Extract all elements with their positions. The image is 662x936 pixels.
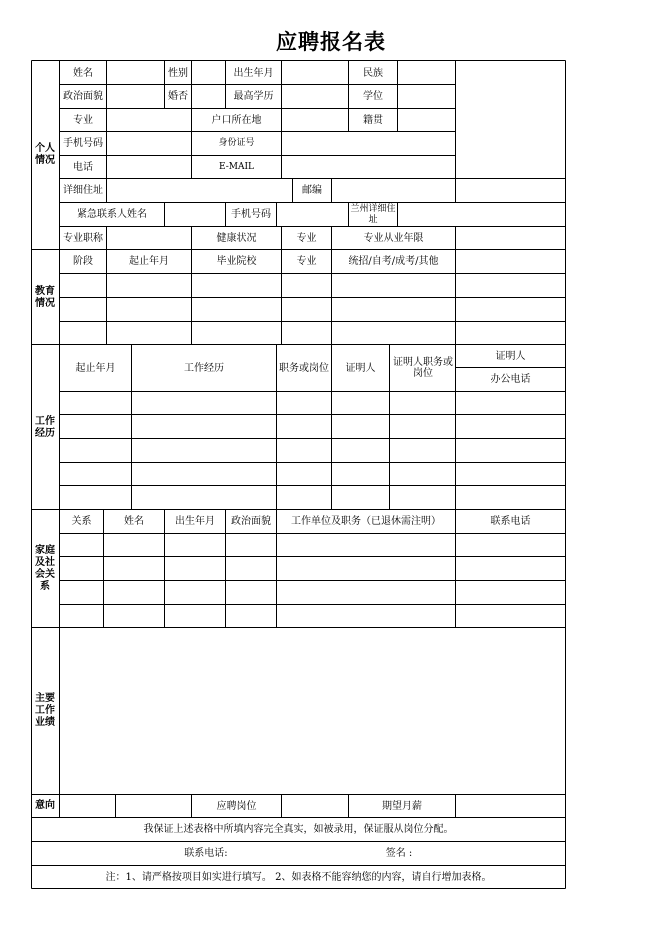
label-birth: 出生年月 <box>233 67 274 79</box>
label-prof-major: 专业 <box>296 232 317 244</box>
label-name: 姓名 <box>73 67 93 79</box>
work-header-ref-position: 证明人职务或岗位 <box>393 357 453 379</box>
label-title: 专业职称 <box>63 232 103 244</box>
edu-header-period: 起止年月 <box>129 256 169 267</box>
family-header-name: 姓名 <box>124 516 144 527</box>
work-header-period: 起止年月 <box>75 362 116 374</box>
section-personal: 个人 情况 <box>35 143 55 166</box>
work-header-reference: 证明人 <box>345 362 376 374</box>
label-education: 最高学历 <box>233 91 274 102</box>
edu-header-school: 毕业院校 <box>216 256 257 267</box>
family-header-birth: 出生年月 <box>175 516 215 527</box>
family-header-political: 政治面貌 <box>231 516 271 527</box>
footer-note: 注：1、请严格按项目如实进行填写。 2、如表格不能容纳您的内容，请自行增加表格。 <box>105 871 492 883</box>
label-emergency-name: 紧急联系人姓名 <box>77 209 147 220</box>
label-id-card: 身份证号 <box>218 138 255 148</box>
edu-header-type: 统招/自考/成考/其他 <box>348 256 439 267</box>
label-lanzhou-address: 兰州详细住址 <box>350 203 396 225</box>
label-health: 健康状况 <box>216 232 257 244</box>
label-major: 专业 <box>73 114 93 126</box>
label-emergency-mobile: 手机号码 <box>231 209 271 220</box>
work-header-position: 职务或岗位 <box>279 362 329 374</box>
application-form <box>31 60 566 889</box>
label-applied-position: 应聘岗位 <box>216 800 257 812</box>
edu-header-stage: 阶段 <box>73 256 93 267</box>
section-family: 家庭 及社 会关 系 <box>35 545 55 592</box>
section-achievements: 主要 工作 业绩 <box>35 693 55 728</box>
label-expected-salary: 期望月薪 <box>382 800 422 812</box>
label-hukou: 户口所在地 <box>211 114 262 126</box>
family-header-employer: 工作单位及职务（已退休需注明） <box>291 516 441 527</box>
label-marital: 婚否 <box>168 91 188 102</box>
work-header-office-phone: 办公电话 <box>490 374 531 385</box>
label-address: 详细住址 <box>63 185 103 196</box>
label-phone: 电话 <box>73 161 93 173</box>
label-gender: 性别 <box>168 67 188 79</box>
label-mobile: 手机号码 <box>63 138 103 149</box>
pledge-text: 我保证上述表格中所填内容完全真实，如被录用，保证服从岗位分配。 <box>143 824 454 835</box>
label-postcode: 邮编 <box>302 185 322 196</box>
signature-label: 签名 : <box>385 848 413 859</box>
edu-header-major: 专业 <box>296 256 317 267</box>
section-work: 工作 经历 <box>35 415 55 439</box>
label-prof-years: 专业从业年限 <box>363 232 424 244</box>
section-education: 教育 情况 <box>35 285 55 309</box>
label-degree: 学位 <box>363 91 383 102</box>
family-header-phone: 联系电话 <box>490 516 531 527</box>
label-native: 籍贯 <box>363 114 383 126</box>
label-ethnicity: 民族 <box>363 67 383 79</box>
work-header-experience: 工作经历 <box>184 362 224 374</box>
family-header-relation: 关系 <box>71 516 92 527</box>
form-title: 应聘报名表 <box>276 30 386 54</box>
label-email: E-MAIL <box>218 161 255 172</box>
label-political: 政治面貌 <box>63 91 103 102</box>
work-header-ref-label: 证明人 <box>495 350 526 362</box>
section-intent: 意向 <box>35 800 55 811</box>
contact-phone-label: 联系电话: <box>184 848 228 859</box>
